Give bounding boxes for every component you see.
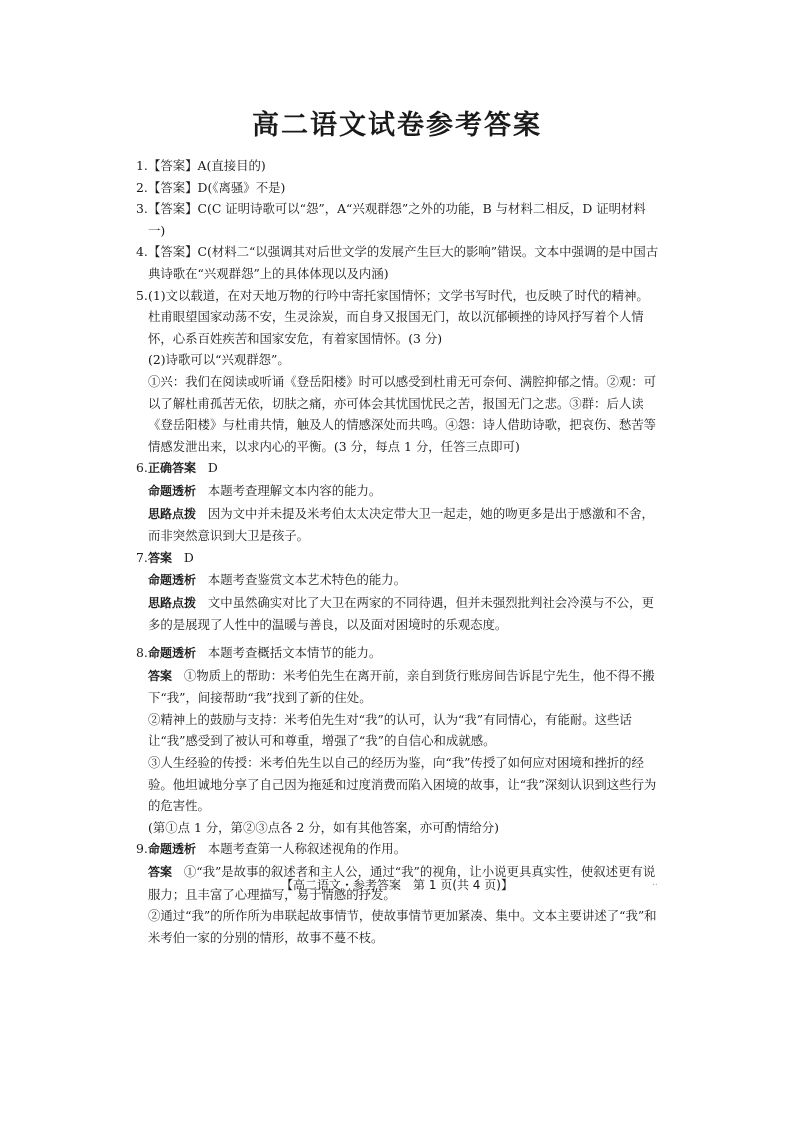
answer-point-1: ①物质上的帮助：米考伯先生在离开前，亲自到货行账房间告诉昆宁先生，他不得不搬下“我”，间接帮助“我”找到了新的住处。 xyxy=(148,667,655,706)
answer-label: 正确答案 xyxy=(148,461,197,476)
page-footer: 【高二语文・参考答案 第 1 页(共 4 页)】 xyxy=(281,878,513,892)
question-4 xyxy=(136,241,660,284)
answer-text: 【答案】C(C 证明诗歌可以“怨”，A“兴观群怨”之外的功能，B 与材料二相反，D 证明材料一) xyxy=(148,201,646,238)
question-8 xyxy=(136,642,660,838)
answer-part-2: (2)诗歌可以“兴观群怨”。 xyxy=(148,352,290,368)
question-5 xyxy=(136,285,660,458)
question-number: 5. xyxy=(136,287,148,303)
question-number: 9. xyxy=(136,841,148,857)
analysis-text: 本题考查第一人称叙述视角的作用。 xyxy=(207,841,407,857)
analysis-label: 命题透析 xyxy=(148,483,197,498)
analysis-label: 命题透析 xyxy=(148,573,197,588)
question-6 xyxy=(136,457,660,546)
question-number: 2. xyxy=(136,179,148,195)
question-number: 7. xyxy=(136,549,148,565)
answer-point-2: ②精神上的鼓励与支持：米考伯先生对“我”的认可，认为“我”有同情心，有能耐。这些话让“我”感受到了被认可和尊重，增强了“我”的自信心和成就感。 xyxy=(148,711,632,749)
answer-point-2: ②通过“我”的所作所为串联起故事情节，使故事情节更加紧凑、集中。文本主要讲述了“我”和米考伯一家的分别的情形，故事不蔓不枝。 xyxy=(148,908,657,945)
answer-text: 【答案】D(《离骚》不是) xyxy=(148,179,286,195)
question-number: 4. xyxy=(136,244,148,260)
answer-line xyxy=(148,547,660,570)
answer-label: 答案 xyxy=(148,865,173,879)
analysis-line xyxy=(148,642,660,665)
question-3 xyxy=(136,198,660,241)
score-note: (第①点 1 分，第②③点各 2 分，如有其他答案，亦可酌情给分) xyxy=(148,819,499,835)
hint-line xyxy=(148,592,660,636)
answer-value: D xyxy=(183,549,194,565)
question-number: 1. xyxy=(136,158,148,173)
answer-text: 【答案】C(材料二“以强调其对后世文学的发展产生巨大的影响”错误。文本中强调的是中国古典诗歌在“兴观群怨”上的具体体现以及内涵) xyxy=(148,244,659,281)
analysis-label: 命题透析 xyxy=(148,646,197,661)
answer-label: 答案 xyxy=(148,550,173,565)
answer-line xyxy=(148,665,660,709)
analysis-text: 本题考查概括文本情节的能力。 xyxy=(207,645,382,661)
answer-text: 【答案】A(直接目的) xyxy=(148,158,266,173)
page-title: 高二语文试卷参考答案 xyxy=(252,110,542,141)
hint-label: 思路点拨 xyxy=(148,506,197,521)
question-1 xyxy=(136,155,660,177)
question-number: 8. xyxy=(136,645,148,661)
question-number: 6. xyxy=(136,460,148,476)
analysis-text: 本题考查鉴赏文本艺术特色的能力。 xyxy=(207,572,407,588)
hint-text: 因为文中并未提及米考伯太太决定带大卫一起走，她的吻更多是出于感激和不舍，而非突然意识到大卫是孩子。 xyxy=(148,505,654,544)
answer-part-1: (1)文以载道，在对天地万物的行吟中寄托家国情怀；文学书写时代，也反映了时代的精神。杜甫眼望国家动荡不安，生灵涂炭，而自身又报国无门，故以沉郁顿挫的诗风抒写着个人情怀，心系百姓疾苦和国家安危，有着家国情怀。(3 分) xyxy=(148,287,649,346)
analysis-line xyxy=(148,569,660,592)
hint-text: 文中虽然确实对比了大卫在两家的不同待遇，但并未强烈批判社会冷漠与不公，更多的是展现了人性中的温暖与善良，以及面对困境时的乐观态度。 xyxy=(148,594,654,633)
analysis-text: 本题考查理解文本内容的能力。 xyxy=(207,482,382,498)
answer-point-1: ①“我”是故事的叙述者和主人公，通过“我”的视角，让小说更具真实性，使叙述更有说服力；且丰富了心理描写，易于情感的抒发。 xyxy=(148,864,656,902)
hint-label: 思路点拨 xyxy=(148,595,197,610)
analysis-label: 命题透析 xyxy=(148,842,197,857)
answer-content xyxy=(136,155,660,948)
answer-part-2-detail: ①兴：我们在阅读或听诵《登岳阳楼》时可以感受到杜甫无可奈何、满腔抑郁之情。②观：可以了解杜甫孤苦无依，切肤之痛，亦可体会其忧国忧民之苦，报国无门之悲。③群：后人读《登岳阳楼》与杜甫共情，触及人的情感深处而共鸣。④怨：诗人借助诗歌，把哀伤、愁苦等情感发泄出来，以求内心的平衡。(3 分，每点 1 分，任答三点即可) xyxy=(148,373,657,454)
hint-line xyxy=(148,503,660,547)
corner-mark: .. xyxy=(652,878,658,888)
analysis-line xyxy=(148,838,660,861)
question-2 xyxy=(136,177,660,199)
question-number: 3. xyxy=(136,201,148,217)
question-7 xyxy=(136,547,660,636)
answer-line xyxy=(148,457,660,480)
answer-label: 答案 xyxy=(148,668,173,683)
answer-point-3: ③人生经验的传授：米考伯先生以自己的经历为鉴，向“我”传授了如何应对困境和挫折的经验。他坦诚地分享了自己因为拖延和过度消费而陷入困境的故事，让“我”深刻认识到这些行为的危害性。 xyxy=(148,755,657,814)
analysis-line xyxy=(148,480,660,503)
question-9 xyxy=(136,838,660,948)
answer-value: D xyxy=(207,460,218,476)
